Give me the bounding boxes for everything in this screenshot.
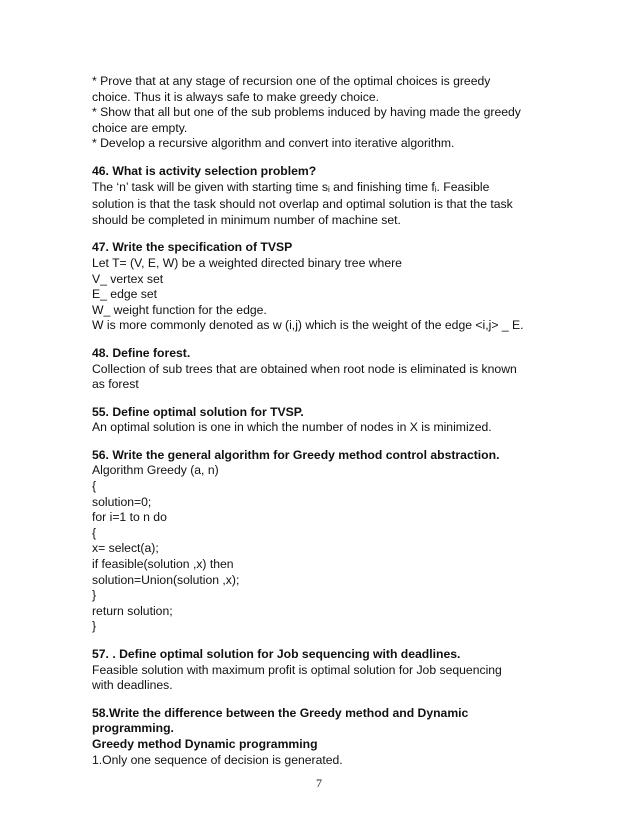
question-57 [92, 647, 562, 694]
subscript: i [327, 184, 330, 194]
code-line: x= select(a); [92, 541, 159, 556]
answer-line: Feasible solution with maximum profit is optimal solution for Job sequencing [92, 662, 502, 677]
question-heading: 58.Write the difference between the Greedy method and Dynamic [92, 705, 469, 720]
answer-line: E_ edge set [92, 287, 158, 302]
answer-line: should be completed in minimum number of machine set. [92, 212, 401, 227]
subscript: i [434, 184, 437, 194]
answer-line: W_ weight function for the edge. [92, 302, 267, 317]
question-56 [92, 448, 562, 635]
answer-line: V_ vertex set [92, 271, 164, 286]
code-line: } [92, 588, 97, 603]
question-heading: 56. Write the general algorithm for Greedy method control abstraction. [92, 447, 500, 462]
code-line: } [92, 619, 97, 634]
answer-line: solution is that the task should not overlap and optimal solution is that the task [92, 197, 513, 212]
question-47 [92, 240, 562, 334]
answer-text: The ‘n’ task will be given with starting time s [92, 179, 328, 194]
question-48 [92, 346, 562, 393]
code-line: if feasible(solution ,x) then [92, 557, 234, 572]
question-heading: programming. [92, 721, 174, 736]
question-heading: 48. Define forest. [92, 345, 191, 360]
code-line: Algorithm Greedy (a, n) [92, 463, 219, 478]
intro-section [92, 74, 562, 152]
code-line: return solution; [92, 603, 173, 618]
code-line: { [92, 525, 97, 540]
question-heading: 57. . Define optimal solution for Job sequencing with deadlines. [92, 647, 461, 661]
answer-text: . Feasible [436, 179, 490, 194]
answer-line: 1.Only one sequence of decision is generated. [92, 752, 343, 767]
intro-line: choice are empty. [92, 120, 188, 135]
answer-line: An optimal solution is one in which the number of nodes in X is minimized. [92, 420, 492, 435]
answer-line: W is more commonly denoted as w (i,j) which is the weight of the edge <i,j> _ E. [92, 318, 524, 333]
code-line: { [92, 479, 97, 494]
page-number: 7 [316, 776, 322, 790]
code-line: for i=1 to n do [92, 510, 167, 525]
question-58 [92, 706, 562, 768]
intro-line: * Prove that at any stage of recursion one of the optimal choices is greedy [92, 74, 491, 88]
question-heading: 47. Write the specification of TVSP [92, 240, 293, 255]
answer-line: Let T= (V, E, W) be a weighted directed binary tree where [92, 255, 402, 270]
answer-line [92, 180, 562, 198]
code-line: solution=0; [92, 494, 152, 509]
table-header: Greedy method Dynamic programming [92, 736, 318, 751]
question-heading: 55. Define optimal solution for TVSP. [92, 404, 304, 419]
page-content [92, 74, 562, 768]
answer-text: and finishing time f [329, 179, 435, 194]
question-46 [92, 164, 562, 228]
question-55 [92, 405, 562, 436]
intro-line: * Develop a recursive algorithm and convert into iterative algorithm. [92, 136, 455, 151]
question-heading: 46. What is activity selection problem? [92, 163, 317, 178]
intro-line: * Show that all but one of the sub problems induced by having made the greedy [92, 105, 521, 120]
answer-line: Collection of sub trees that are obtained when root node is eliminated is known [92, 361, 517, 376]
answer-line: with deadlines. [92, 678, 173, 693]
intro-line: choice. Thus it is always safe to make greedy choice. [92, 89, 379, 104]
code-line: solution=Union(solution ,x); [92, 572, 240, 587]
answer-line: as forest [92, 377, 139, 392]
